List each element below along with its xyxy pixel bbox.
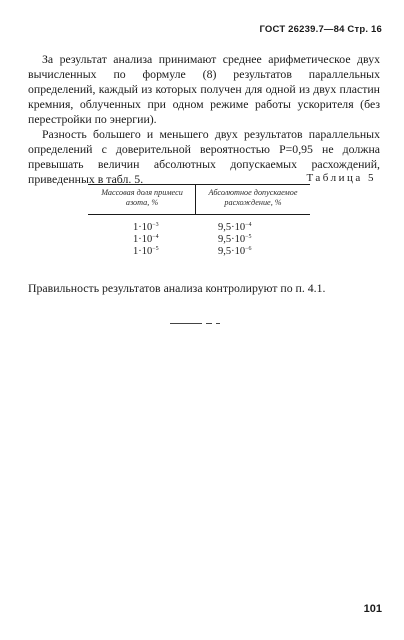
table-cell: $1\cdot 10^{-3}$	[133, 222, 159, 233]
table-column-divider	[195, 184, 196, 214]
table-header-tolerance: Абсолютное допускаемое расхождение, %	[208, 188, 298, 207]
paragraph-difference-limit: Разность большего и меньшего двух результатов параллельных определений с доверительной вероятностью P=0,95 не должна превышать величин абсолютных допускаемых расхождений, приведенных в табл. 5.	[28, 127, 380, 186]
table-title: Таблица 5	[306, 172, 376, 184]
table-column-mass-fraction	[133, 222, 159, 258]
end-of-text-mark	[170, 322, 228, 324]
page-header: ГОСТ 26239.7—84 Стр. 16	[259, 24, 382, 35]
table-header-mass-fraction: Массовая доля примеси азота, %	[101, 188, 183, 207]
table-cell: $9,5\cdot 10^{-5}$	[218, 234, 252, 245]
table-cell: $9,5\cdot 10^{-4}$	[218, 222, 252, 233]
table-cell: $1\cdot 10^{-4}$	[133, 234, 159, 245]
table-cell: $1\cdot 10^{-5}$	[133, 246, 159, 257]
table-top-rule	[88, 184, 310, 185]
table-column-tolerance	[218, 222, 252, 258]
paragraph-correctness-control: Правильность результатов анализа контролируют по п. 4.1.	[28, 281, 326, 295]
table-cell: $9,5\cdot 10^{-6}$	[218, 246, 252, 257]
table-header-rule	[88, 214, 310, 215]
paragraph-result-average: За результат анализа принимают среднее арифметическое двух вычисленных по формуле (8) результатов параллельных определений, каждый из которых получен для одной из двух пластин кремния, облученных при одном режиме работы ускорителя (без перестройки по энергии).	[28, 52, 380, 126]
page-number: 101	[363, 603, 382, 615]
